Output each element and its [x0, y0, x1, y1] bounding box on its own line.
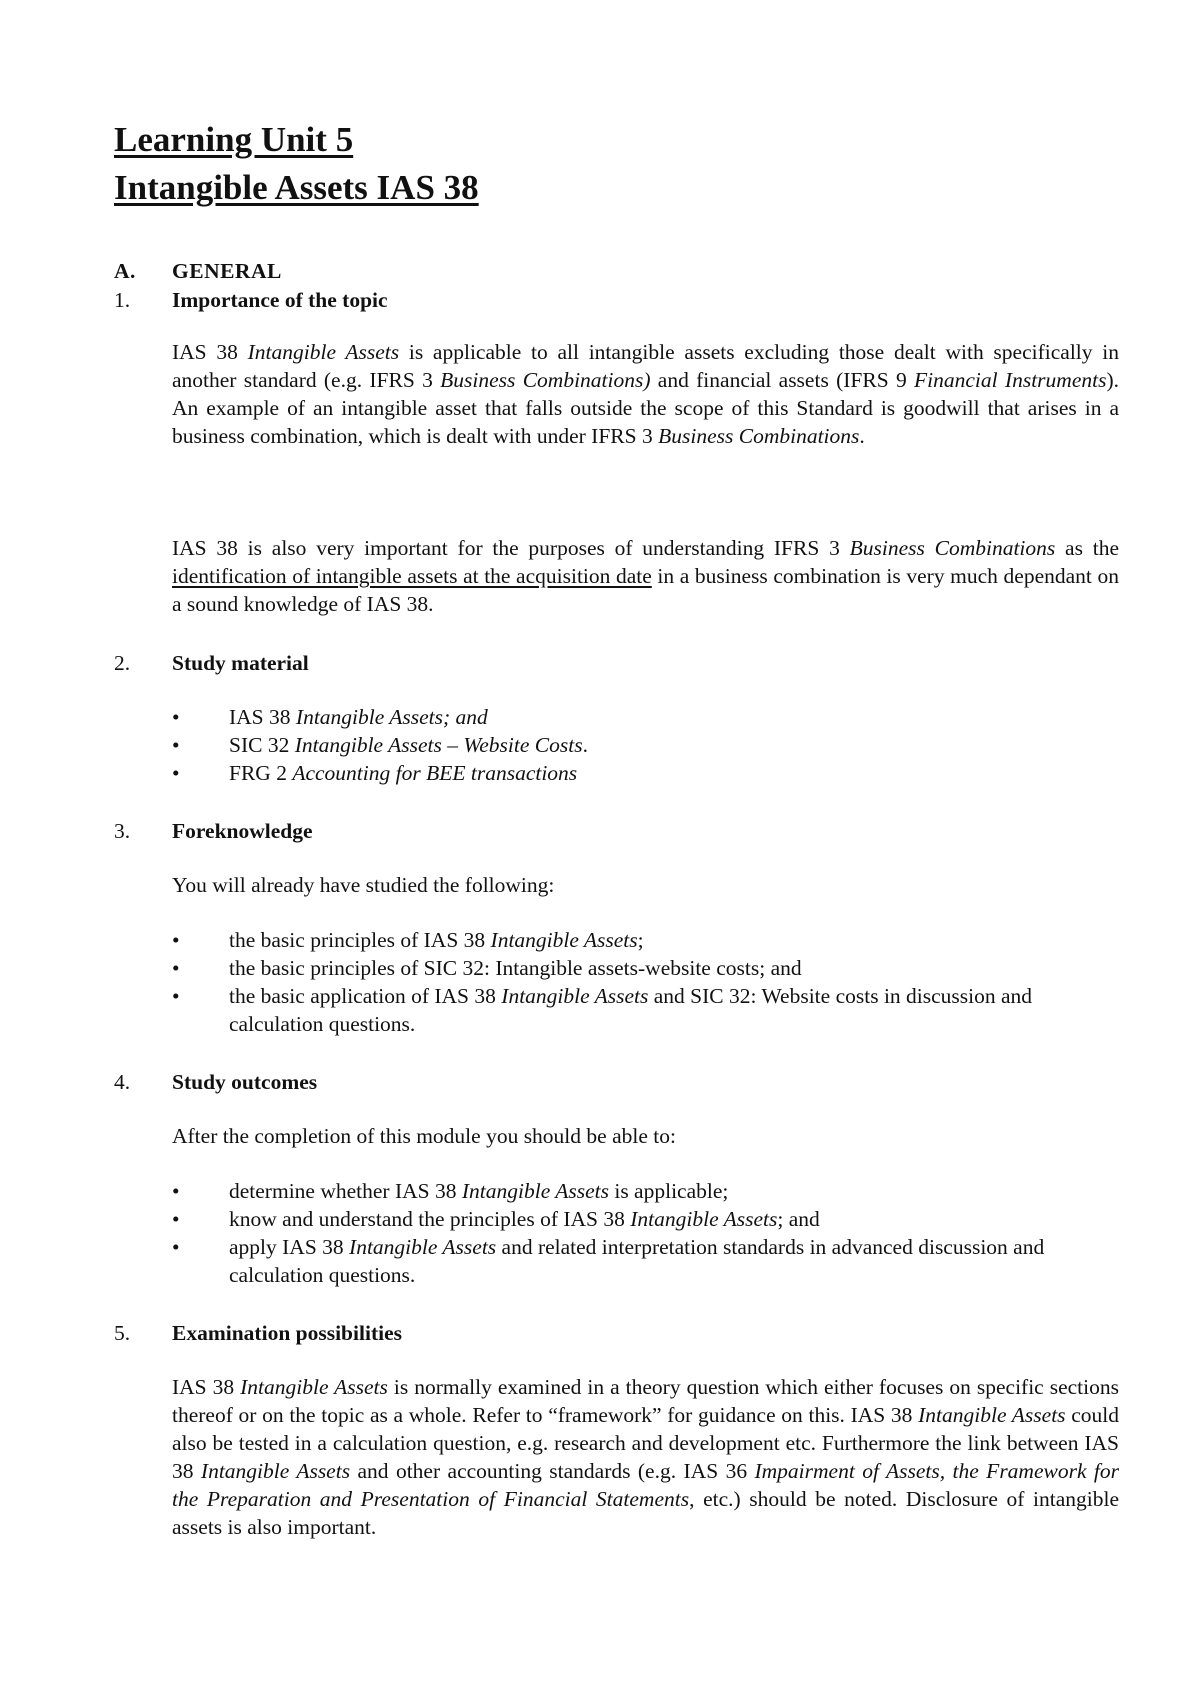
item-heading-foreknowledge	[114, 817, 1114, 845]
item-title: Examination possibilities	[172, 1321, 402, 1345]
bullet-icon: •	[172, 928, 180, 952]
list-item: • the basic principles of SIC 32: Intangible assets-website costs; and	[172, 956, 802, 980]
study-material-list	[172, 703, 1119, 787]
paragraph-examination: IAS 38 Intangible Assets is normally examined in a theory question which either focuses on specific sections thereof or on the topic as a whole. Refer to “framework” for guidance on this. IAS 38 Intangible Assets could also be tested in a calculation question, e.g. research and development etc. Furthermore the link between IAS 38 Intangible Assets and other accounting standards (e.g. IAS 36 Impairment of Assets, the Framework for the Preparation and Presentation of Financial Statements, etc.) should be noted. Disclosure of intangible assets is also important.	[172, 1375, 1120, 1539]
item-number: 2.	[114, 651, 131, 675]
bullet-icon: •	[172, 761, 180, 785]
item-heading-examination	[114, 1319, 1114, 1347]
page-title	[114, 116, 479, 212]
study-outcomes-list	[172, 1177, 1119, 1289]
item-heading-study-material	[114, 649, 1114, 677]
item-number: 3.	[114, 819, 131, 843]
foreknowledge-list	[172, 926, 1119, 1038]
bullet-icon: •	[172, 1207, 180, 1231]
bullet-icon: •	[172, 1179, 180, 1203]
foreknowledge-intro: You will already have studied the following:	[172, 873, 555, 897]
item-title: Importance of the topic	[172, 288, 388, 312]
list-item: • determine whether IAS 38 Intangible Assets is applicable;	[172, 1179, 729, 1203]
list-item: • IAS 38 Intangible Assets; and	[172, 705, 488, 729]
list-item: • SIC 32 Intangible Assets – Website Costs.	[172, 733, 588, 757]
item-number: 4.	[114, 1070, 131, 1094]
item-heading-importance	[114, 286, 1114, 314]
list-item: • know and understand the principles of IAS 38 Intangible Assets; and	[172, 1207, 820, 1231]
title-line-1: Learning Unit 5	[114, 120, 354, 159]
section-label: GENERAL	[172, 259, 282, 283]
item-title: Study outcomes	[172, 1070, 318, 1094]
title-line-2: Intangible Assets IAS 38	[114, 168, 479, 207]
paragraph-importance-1: IAS 38 Intangible Assets is applicable to all intangible assets excluding those dealt with specifically in another standard (e.g. IFRS 3 Business Combinations) and financial assets (IFRS 9 Financial Instruments). An example of an intangible asset that falls outside the scope of this Standard is goodwill that arises in a business combination, which is dealt with under IFRS 3 Business Combinations.	[172, 340, 1119, 448]
list-item: • FRG 2 Accounting for BEE transactions	[172, 761, 578, 785]
list-item: • the basic application of IAS 38 Intangible Assets and SIC 32: Website costs in discussion and calculation questions.	[172, 984, 1033, 1036]
bullet-icon: •	[172, 1235, 180, 1259]
item-title: Study material	[172, 651, 309, 675]
paragraph-importance-2: IAS 38 is also very important for the purposes of understanding IFRS 3 Business Combinations as the identification of intangible assets at the acquisition date in a business combination is very much dependant on a sound knowledge of IAS 38.	[172, 536, 1119, 616]
bullet-icon: •	[172, 733, 180, 757]
item-number: 1.	[114, 288, 131, 312]
item-heading-study-outcomes	[114, 1068, 1114, 1096]
bullet-icon: •	[172, 705, 180, 729]
bullet-icon: •	[172, 984, 180, 1008]
study-outcomes-intro: After the completion of this module you should be able to:	[172, 1124, 676, 1148]
list-item: • the basic principles of IAS 38 Intangible Assets;	[172, 928, 644, 952]
bullet-icon: •	[172, 956, 180, 980]
list-item: • apply IAS 38 Intangible Assets and related interpretation standards in advanced discussion and calculation questions.	[172, 1235, 1045, 1287]
item-title: Foreknowledge	[172, 819, 313, 843]
item-number: 5.	[114, 1321, 131, 1345]
section-number: A.	[114, 259, 136, 283]
